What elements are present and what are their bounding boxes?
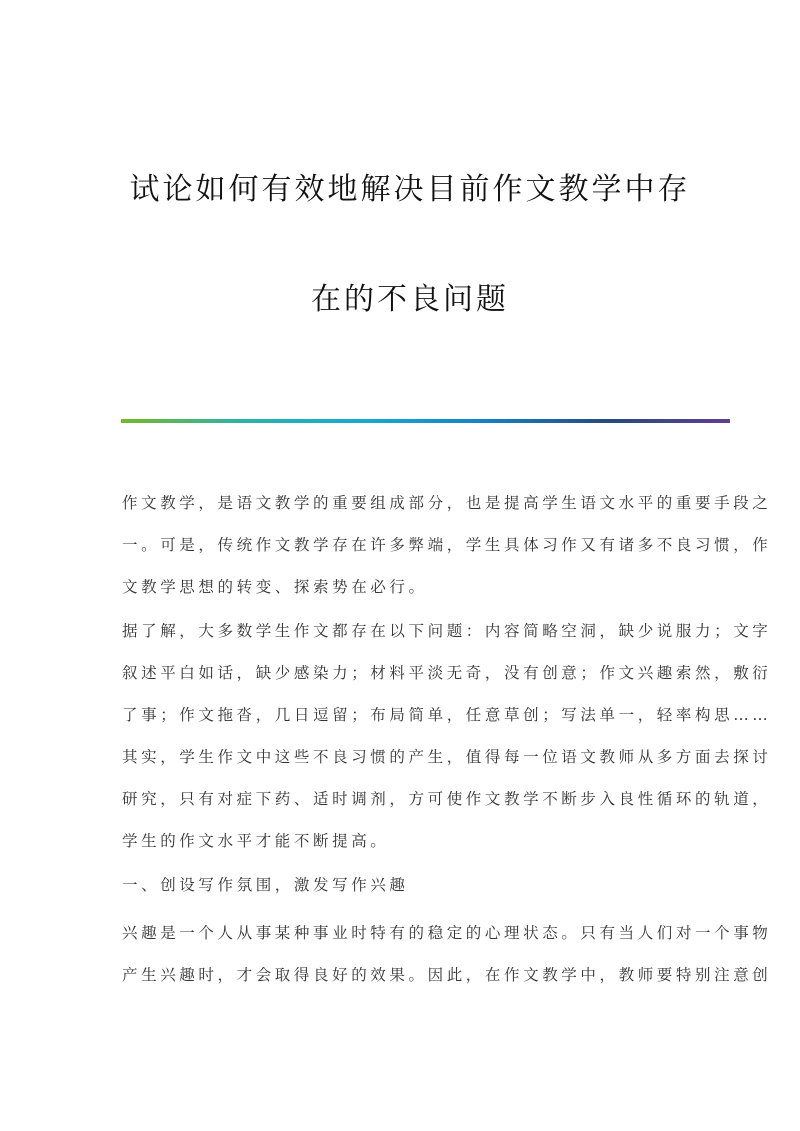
text-line: 其实，学生作文中这些不良习惯的产生，值得每一位语文教师从多方面去探讨	[122, 748, 772, 766]
document-title-line-1: 试论如何有效地解决目前作文教学中存	[129, 172, 691, 207]
text-line: 兴趣是一个人从事某种事业时特有的稳定的心理状态。只有当人们对一个事物	[122, 924, 772, 942]
section-heading-text: 一、创设写作氛围，激发写作兴趣	[122, 876, 409, 894]
paragraph-intro	[122, 489, 772, 615]
text-line: 叙述平白如话，缺少感染力；材料平淡无奇，没有创意；作文兴趣索然，敷衍	[122, 664, 772, 682]
text-line: 一。可是，传统作文教学存在许多弊端，学生具体习作又有诸多不良习惯，作	[122, 536, 772, 554]
gradient-divider	[121, 419, 730, 423]
text-line: 了事；作文拖沓，几日逗留；布局简单，任意草创；写法单一，轻率构思……	[122, 706, 772, 724]
text-line: 作文教学，是语文教学的重要组成部分，也是提高学生语文水平的重要手段之	[122, 494, 772, 512]
text-line: 学生的作文水平才能不断提高。	[122, 832, 390, 850]
document-title-line-2: 在的不良问题	[311, 282, 509, 317]
text-line: 据了解，大多数学生作文都存在以下问题：内容简略空洞，缺少说服力；文字	[122, 622, 772, 640]
document-body	[122, 489, 772, 1003]
paragraph-problems	[122, 617, 772, 869]
text-line: 文教学思想的转变、探索势在必行。	[122, 578, 428, 596]
text-line: 产生兴趣时，才会取得良好的效果。因此，在作文教学中，教师要特别注意创	[122, 966, 772, 984]
paragraph-interest	[122, 919, 772, 1003]
section-heading-1	[122, 871, 682, 913]
text-line: 研究，只有对症下药、适时调剂，方可使作文教学不断步入良性循环的轨道，	[122, 790, 772, 808]
